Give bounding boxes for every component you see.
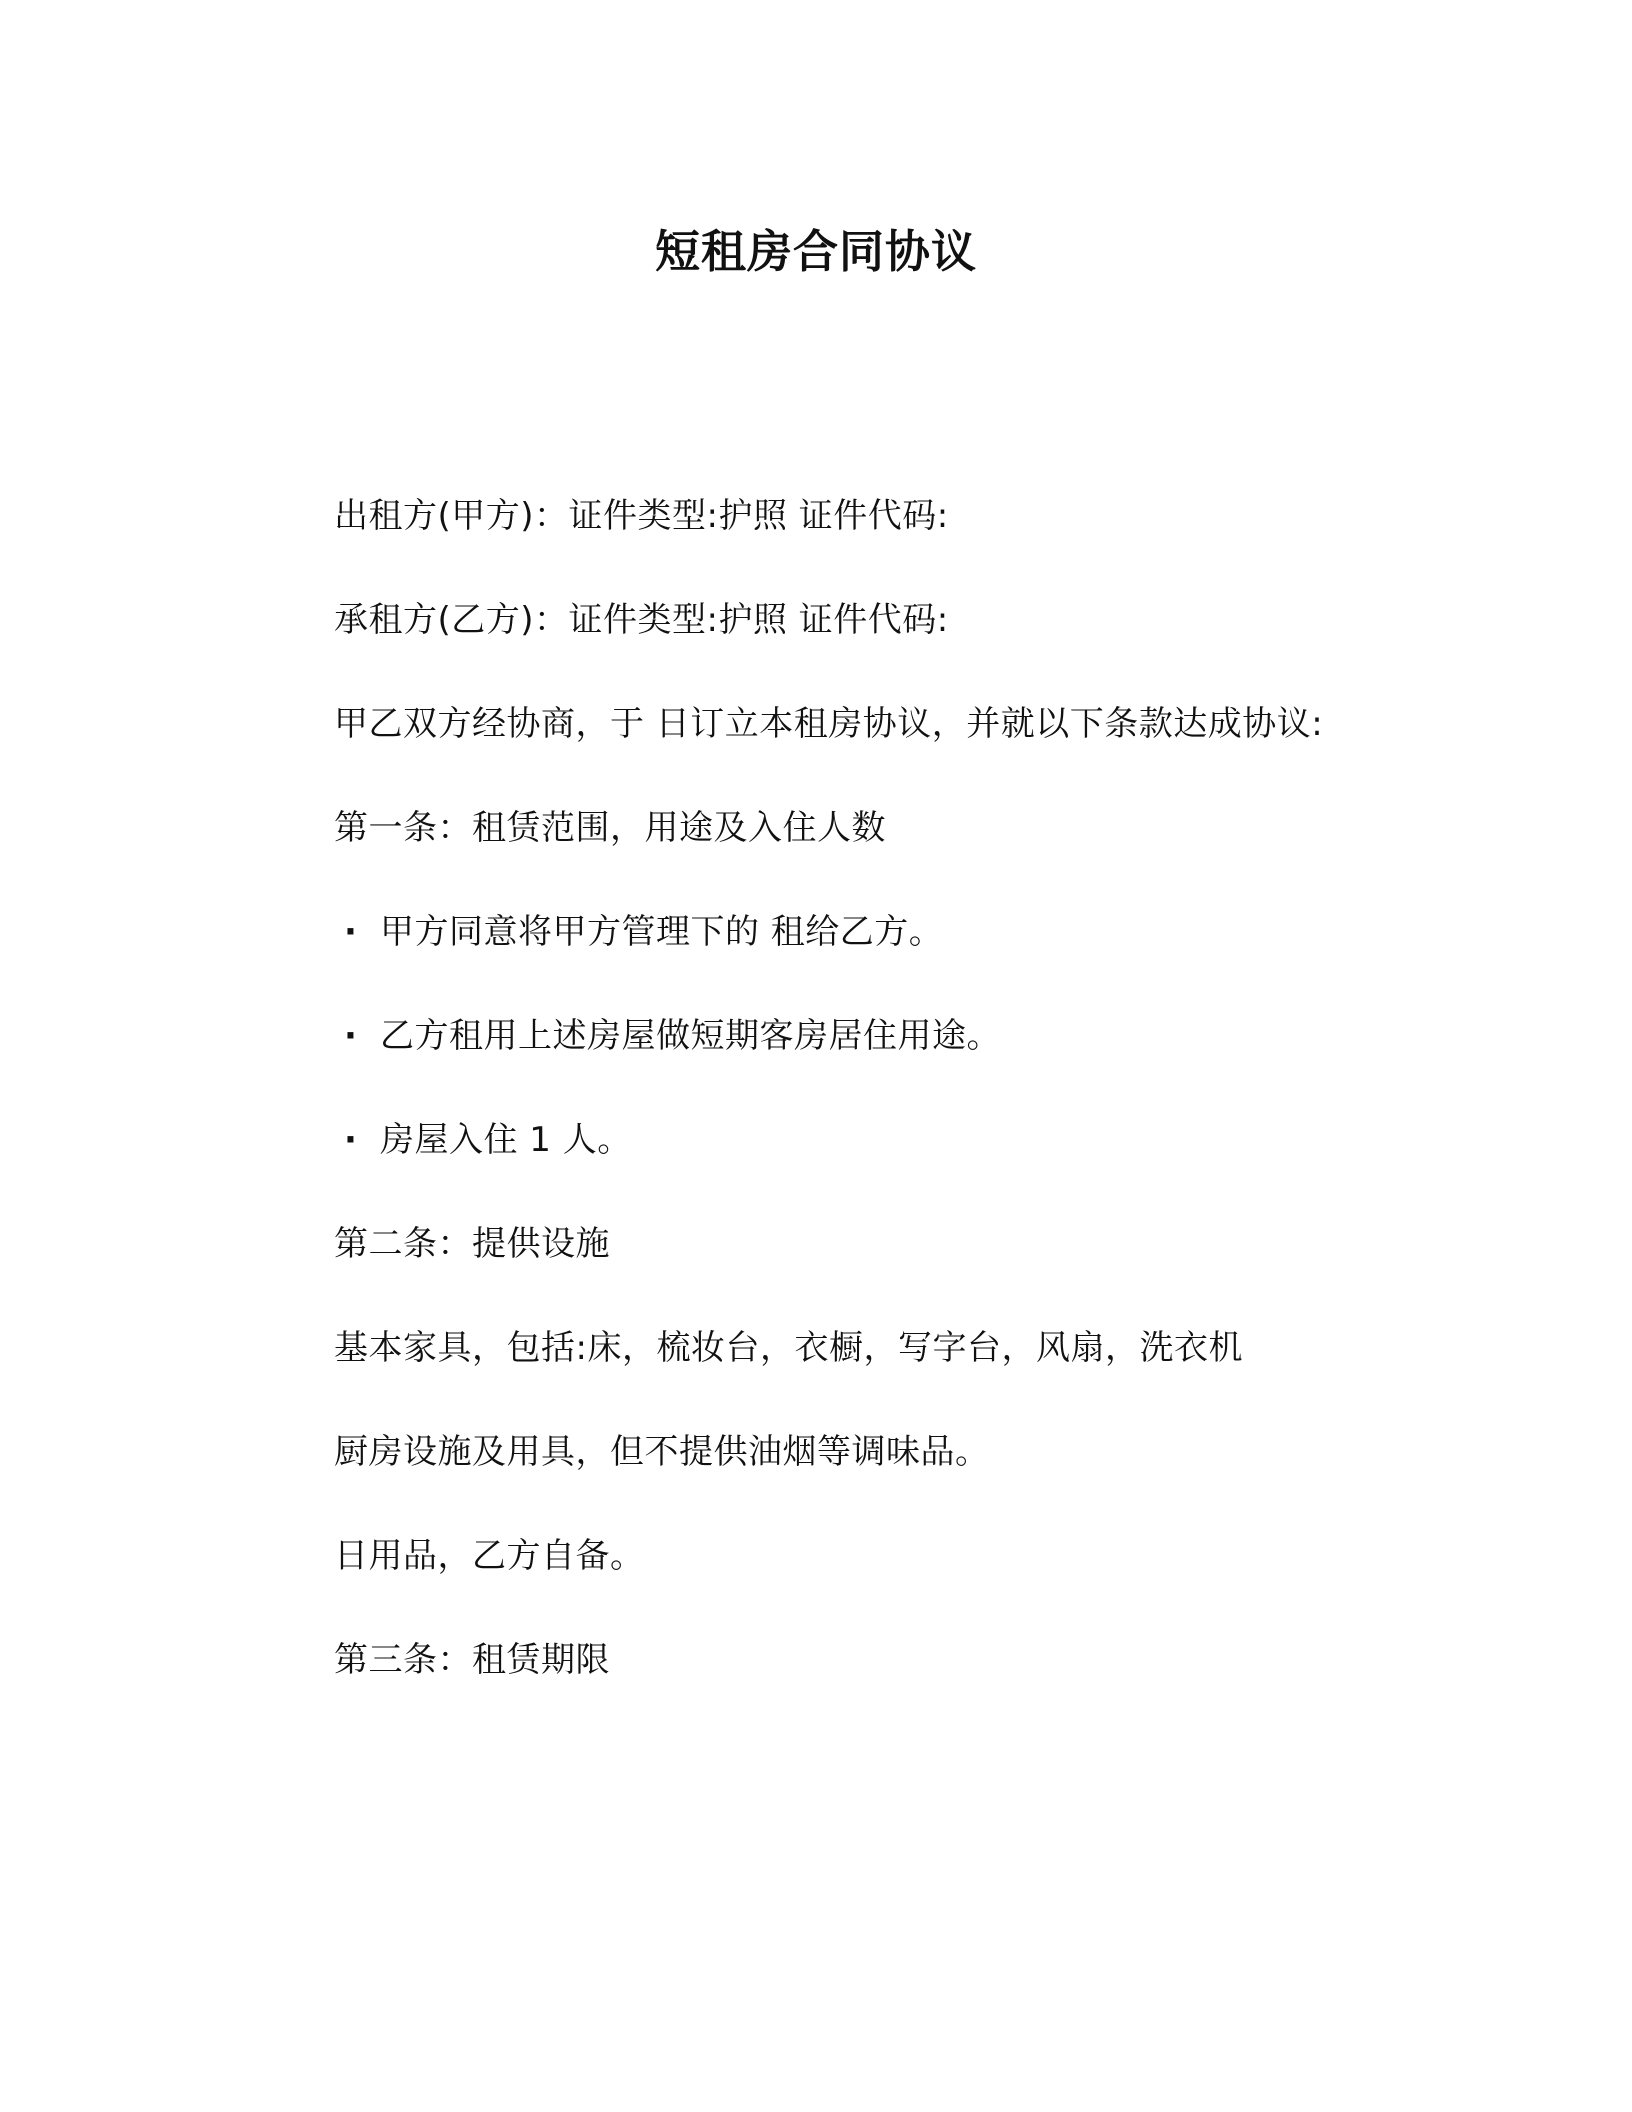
article-3-heading: 第三条：租赁期限 (334, 1640, 610, 1680)
lessor-line: 出租方(甲方)：证件类型:护照 证件代码: (334, 496, 949, 536)
article-1-heading: 第一条：租赁范围，用途及入住人数 (334, 808, 886, 848)
facilities-furniture-line: 基本家具，包括:床，梳妆台，衣橱，写字台，风扇，洗衣机 (334, 1328, 1243, 1368)
article-1-item-2 (334, 1006, 1464, 1110)
bullet-dot-icon: · (344, 1120, 358, 1160)
facilities-kitchen-line: 厨房设施及用具，但不提供油烟等调味品。 (334, 1432, 990, 1472)
facilities-daily-goods-line: 日用品，乙方自备。 (334, 1536, 645, 1576)
bullet-dot-icon: · (344, 912, 358, 952)
agreement-intro-line: 甲乙双方经协商，于 日订立本租房协议，并就以下条款达成协议: (334, 704, 1324, 744)
bullet-text: 甲方同意将甲方管理下的 租给乙方。 (380, 912, 944, 952)
lessee-line: 承租方(乙方)：证件类型:护照 证件代码: (334, 600, 949, 640)
article-1-item-3 (334, 1110, 1464, 1214)
article-1-item-1 (334, 902, 1464, 1006)
bullet-text: 房屋入住 1 人。 (380, 1120, 632, 1160)
bullet-text: 乙方租用上述房屋做短期客房居住用途。 (380, 1016, 1001, 1056)
document-body (334, 486, 1464, 1734)
article-2-heading: 第二条：提供设施 (334, 1224, 610, 1264)
document-title: 短租房合同协议 (654, 225, 977, 278)
bullet-dot-icon: · (344, 1016, 358, 1056)
